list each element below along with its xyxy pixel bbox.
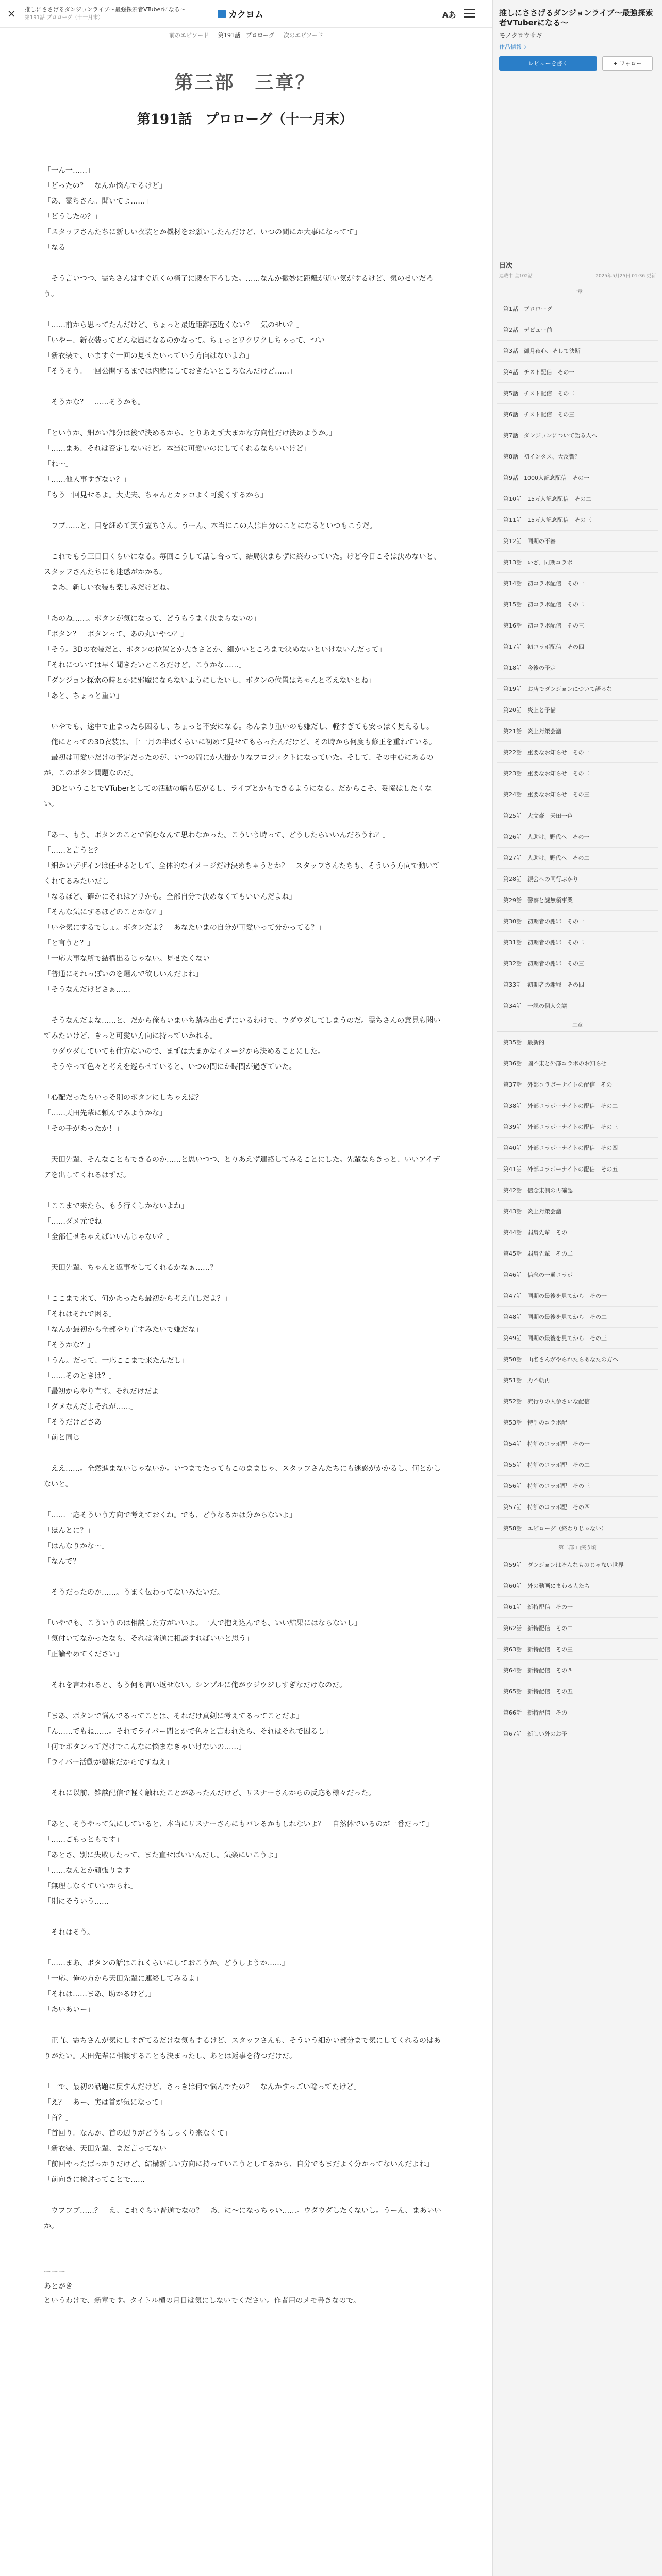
body-paragraph: 「……そのときは？」: [44, 1372, 116, 1380]
sidebar-actions: [499, 56, 656, 71]
body-paragraph: 「なる」: [44, 244, 73, 252]
toc-item[interactable]: 第39話 外部コラボーナイトの配信 その三: [497, 1116, 658, 1138]
body-paragraph: 「そうなんだけどさぁ……」: [44, 986, 138, 994]
body-paragraph: そう言いつつ、霊ちさんはすぐ近くの椅子に腰を下ろした。……なんか微妙に距離が近い気がするけど、気のせいだろう。: [44, 275, 434, 298]
toc-item[interactable]: 第61話 新特配信 その一: [497, 1597, 658, 1618]
body-paragraph: 「ここまで来て、何かあったら最初から考え直しだよ？」: [44, 1295, 231, 1303]
body-paragraph: [44, 1693, 446, 1708]
body-paragraph: ええ……。全然進まないじゃないか。いつまでたってもこのままじゃ、スタッフさんたちにも迷惑がかかるし、何とかしないと。: [44, 1465, 441, 1488]
toc-item[interactable]: 第56話 特訓のコラボ配 その三: [497, 1476, 658, 1497]
toc-item[interactable]: 第26話 人助け、野代へ その一: [497, 826, 658, 848]
episode-title: 第191話 プロローグ（十一月末）: [137, 112, 353, 127]
body-paragraph: 「……まあ、それは否定しないけど。本当に可愛いのにしてくれるならいいけど」: [44, 445, 311, 453]
body-paragraph: 「前向きに検討ってことで……」: [44, 2176, 152, 2184]
episode-content: [44, 46, 446, 2308]
body-paragraph: 「前回やったばっかりだけど、結構新しい方向に持っていこうとしてるから、自分でもまだよく分かってないんだよね」: [44, 2160, 434, 2168]
toc-item[interactable]: 第42話 信念東側の再確認: [497, 1180, 658, 1201]
body-paragraph: いやでも、途中で止まったら困るし、ちょっと不安になる。あんまり重いのも嫌だし、軽すぎても安っぽく見えるし。: [44, 723, 434, 731]
body-paragraph: [44, 410, 446, 426]
toc-item[interactable]: 第49話 同期の最後を見てから その三: [497, 1328, 658, 1349]
episode-subtitle: 第191話 プロローグ（十一月末）: [25, 15, 104, 21]
toc-updated: 2025年5月25日 01:36 更新: [595, 274, 656, 279]
toc-item[interactable]: 第36話 圖不東と外部コラボのお知らせ: [497, 1053, 658, 1074]
body-paragraph: 「ライバー活動が趣味だからですねえ」: [44, 1758, 174, 1767]
toc-item[interactable]: 第64話 新特配信 その四: [497, 1660, 658, 1681]
body-paragraph: 「何でボタンってだけでこんなに悩まなきゃいけないの……」: [44, 1743, 246, 1751]
work-title[interactable]: 推しにささげるダンジョンライブ〜最強探索者VTuberになる〜: [25, 6, 186, 13]
body-paragraph: [44, 1770, 446, 1786]
logo-text: カクヨム: [228, 10, 263, 20]
body-paragraph: [44, 997, 446, 1013]
body-paragraph: 「それは……まあ、助かるけど。」: [44, 1990, 156, 1998]
toc-item[interactable]: 第33話 初期者の謝罪 その四: [497, 974, 658, 995]
body-paragraph: これでもう三日目くらいになる。毎回こうして話し合って、結局決まらずに終わっていた。けど今日こそは決めないと、スタッフさんたちにも迷惑がかかる。: [44, 553, 441, 577]
body-paragraph: 「……と言うと？」: [44, 846, 109, 855]
afterword-text: というわけで、新章です。タイトル横の月日は気にしないでください。作者用のメモ書きなので。: [44, 2297, 361, 2305]
body-paragraph: 「そう。3Dの衣装だと、ボタンの位置とか大きさとか、細かいところまで決めないといけないんだって」: [44, 646, 386, 654]
toc-item[interactable]: 第59話 ダンジョンはそんなものじゃない世界: [497, 1554, 658, 1575]
toc-section-header[interactable]: 一章: [497, 283, 658, 298]
body-paragraph: 「ダンジョン探索の時とかに邪魔にならないようにしたいし、ボタンの位置はちゃんと考えないとね」: [44, 676, 376, 685]
toc-item[interactable]: 第19話 お店でダンジョンについて語るな: [497, 679, 658, 700]
toc-count: 連載中 全102話: [499, 274, 533, 279]
body-paragraph: 俺にとっての3D衣装は、十一月の半ばくらいに初めて見せてもらったんだけど、その時から何度も修正を重ねている。: [44, 738, 437, 747]
toc-item[interactable]: 第4話 チスト配信 その一: [497, 362, 658, 383]
toc-item[interactable]: 第2話 デビュー前: [497, 319, 658, 341]
afterword-separator: ーーー: [44, 2268, 65, 2276]
toc-item[interactable]: 第7話 ダンジョンについて語る人へ: [497, 425, 658, 446]
toc-item[interactable]: 第48話 同期の最後を見てから その二: [497, 1307, 658, 1328]
body-paragraph: 「そうそう。一回公開するまでは内緒にしておきたいところなんだけど……」: [44, 367, 296, 376]
body-paragraph: そうやって色々と考えを巡らせていると、いつの間にか時間が過ぎていた。: [44, 1063, 296, 1071]
write-review-button[interactable]: レビューを書く: [499, 56, 597, 71]
body-paragraph: [44, 1276, 446, 1291]
author-name[interactable]: モノクロウサギ: [499, 32, 542, 39]
toc-item[interactable]: 第32話 初期者の謝罪 その三: [497, 953, 658, 974]
body-paragraph: 「あと、そうやって気にしていると、本当にリスナーさんにもバレるかもしれないよ？ 自然体でいるのが一番だって」: [44, 1820, 434, 1828]
body-paragraph: [44, 1075, 446, 1090]
body-paragraph: 「……前から思ってたんだけど、ちょっと最近距離感近くない？ 気のせい？」: [44, 321, 304, 329]
body-paragraph: 「なんか最初から全部やり直すみたいで嫌だな」: [44, 1326, 203, 1334]
site-logo[interactable]: [218, 7, 263, 20]
body-paragraph: [44, 1245, 446, 1260]
toc-item[interactable]: 第17話 初コラボ配信 その四: [497, 636, 658, 657]
body-paragraph: 「最初からやり直す。それだけだよ」: [44, 1387, 166, 1396]
body-paragraph: 「え？ あー、実は首が気になって」: [44, 2098, 167, 2107]
body-paragraph: [44, 1801, 446, 1817]
body-paragraph: 「そうだけどさあ」: [44, 1418, 109, 1427]
body-paragraph: ウプフプ……？ え、これぐらい普通でなの？ あ、に～になっちゃい……。ウダウダしたくないし。うーん、まあいいか。: [44, 2207, 441, 2230]
toc-title: 目次: [499, 262, 513, 270]
body-paragraph: 「スタッフさんたちに新しい衣装とか機材をお願いしたんだけど、いつの間にか大事になってて」: [44, 228, 361, 236]
toc-item[interactable]: 第62話 新特配信 その二: [497, 1618, 658, 1639]
body-paragraph: 「その手があったか！」: [44, 1125, 123, 1133]
toc-item[interactable]: 第37話 外部コラボーナイトの配信 その一: [497, 1074, 658, 1095]
toc-item[interactable]: 第16話 初コラボ配信 その三: [497, 615, 658, 636]
table-of-contents: [493, 260, 662, 1744]
body-paragraph: [44, 1446, 446, 1461]
body-paragraph: [44, 1662, 446, 1677]
body-paragraph: そうかな？ ……そうかも。: [44, 398, 145, 406]
body-paragraph: 「一応大事な所で結構出るじゃない。見せたくない」: [44, 955, 217, 963]
body-paragraph: 「そんな気にするほどのことかな？」: [44, 908, 167, 917]
toc-item[interactable]: 第47話 同期の最後を見てから その一: [497, 1285, 658, 1307]
body-paragraph: 「新衣装で、いますぐ一回の見せたいっていう方向はないよね」: [44, 352, 253, 360]
body-paragraph: 「細かいデザインは任せるとして、全体的なイメージだけ決めちゃうとか？ スタッフさんたちも、そういう方向で動いてくれてるみたいだし」: [44, 862, 440, 886]
body-paragraph: 「あー、もう。ボタンのことで悩むなんて思わなかった。こういう時って、どうしたらいいんだろうね？」: [44, 831, 390, 839]
menu-icon[interactable]: [464, 9, 475, 19]
body-paragraph: 「もう一回見せるよ。大丈夫、ちゃんとカッコよく可愛くするから」: [44, 491, 268, 499]
toc-item[interactable]: 第15話 初コラボ配信 その二: [497, 594, 658, 615]
body-paragraph: 「ボタン？ ボタンって、あの丸いやつ？」: [44, 630, 188, 638]
body-paragraph: 「ほんとに？」: [44, 1527, 94, 1535]
toc-item[interactable]: 第53話 特訓のコラボ配: [497, 1412, 658, 1433]
body-paragraph: 「うん。だって、一応ここまで来たんだし」: [44, 1357, 189, 1365]
body-paragraph: そうなんだよな……と、だから俺もいまいち踏み出せずにいるわけで、ウダウダしてしまうのだ。霊ちさんの意見も聞いてみたいけど、きっと可愛い方向に持っていかれる。: [44, 1016, 441, 1040]
toc-item[interactable]: 第9話 1000人記念配信 その一: [497, 467, 658, 488]
body-paragraph: 「一で、最初の話題に戻すんだけど、さっきは何で悩んでたの？ なんかすっごい唸ってたけど」: [44, 2083, 361, 2091]
toc-item[interactable]: 第28話 親会への同行ぶかり: [497, 869, 658, 890]
body-paragraph: 「心配だったらいっそ別のボタンにしちゃえば？」: [44, 1094, 210, 1102]
toc-item[interactable]: 第24話 重要なお知らせ その三: [497, 784, 658, 805]
body-paragraph: 「あいあいー」: [44, 2006, 94, 2014]
body-paragraph: [44, 1940, 446, 1956]
body-paragraph: 「新衣装、天田先輩、まだ言ってない」: [44, 2145, 174, 2153]
body-paragraph: 「それについては早く聞きたいところだけど、こうかな……」: [44, 661, 246, 669]
body-paragraph: [44, 379, 446, 395]
toc-item[interactable]: 第51話 力不軌再: [497, 1370, 658, 1391]
toc-item[interactable]: 第10話 15万人記念配信 その二: [497, 488, 658, 510]
toc-item[interactable]: 第21話 炎上対策会議: [497, 721, 658, 742]
toc-item[interactable]: 第52話 流行りの人参さいな配信: [497, 1391, 658, 1412]
body-paragraph: 「それはそれで困る」: [44, 1310, 116, 1318]
toc-item[interactable]: 第58話 エピローグ（終わりじゃない）: [497, 1518, 658, 1539]
toc-item[interactable]: 第55話 特訓のコラボ配 その二: [497, 1454, 658, 1476]
body-paragraph: 「無理しなくていいからね」: [44, 1882, 138, 1890]
toc-item[interactable]: 第1話 プロローグ: [497, 298, 658, 319]
body-paragraph: [44, 1600, 446, 1616]
toc-item[interactable]: 第31話 初期者の謝罪 その二: [497, 932, 658, 953]
body-paragraph: 「正論やめてください」: [44, 1650, 123, 1658]
toc-meta: [497, 270, 658, 283]
body-paragraph: 「普通にそれっぽいのを選んで欲しいんだよね」: [44, 970, 203, 978]
body-paragraph: 「と言うと？」: [44, 939, 94, 947]
body-paragraph: 「……ダメ元でね」: [44, 1217, 109, 1226]
toc-item[interactable]: 第12話 同期の不審: [497, 531, 658, 552]
body-paragraph: 「全部任せちゃえばいいんじゃない？」: [44, 1233, 174, 1241]
toc-item[interactable]: 第11話 15万人記念配信 その三: [497, 510, 658, 531]
body-paragraph: 天田先輩、そんなこともできるのか……と思いつつ、とりあえず連絡してみることにした。先輩ならきっと、いいアイデアを出してくれるはずだ。: [44, 1156, 440, 1179]
toc-item[interactable]: 第14話 初コラボ配信 その一: [497, 573, 658, 594]
body-paragraph: 最初は可愛いだけの予定だったのが、いつの間にか大掛かりなプロジェクトになっていた。そして、その中心にあるのが、このボタン問題なのだ。: [44, 754, 434, 777]
toc-item[interactable]: 第65話 新特配信 その五: [497, 1681, 658, 1702]
toc-section-header[interactable]: 二章: [497, 1016, 658, 1032]
body-paragraph: まあ、新しい衣装も楽しみだけどね。: [44, 584, 174, 592]
follow-button[interactable]: + フォロー: [602, 56, 653, 71]
body-paragraph: 「いやー、新衣装ってどんな風になるのかなって。ちょっとワクワクしちゃって、つい」: [44, 336, 332, 345]
body-paragraph: 「ダメなんだよそれが……」: [44, 1403, 138, 1411]
sidebar-work-title[interactable]: 推しにささげるダンジョンライブ〜最強探索者VTuberになる〜: [499, 8, 653, 27]
toc-item[interactable]: 第27話 人助け、野代へ その二: [497, 848, 658, 869]
body-paragraph: [44, 2018, 446, 2033]
toc-item[interactable]: 第43話 炎上対策会議: [497, 1201, 658, 1222]
body-paragraph: 「どったの？ なんか悩んでるけど」: [44, 182, 167, 190]
episode-body: [44, 163, 446, 2249]
part-title: 第三部 三章？: [174, 72, 316, 93]
toc-item[interactable]: 第30話 初期者の謝罪 その一: [497, 911, 658, 932]
body-paragraph: 「あと、ちょっと重い」: [44, 692, 123, 700]
chapter-nav: [0, 28, 492, 42]
toc-item[interactable]: 第66話 新特配信 その: [497, 1702, 658, 1723]
body-paragraph: それを言われると、もう何も言い返せない。シンプルに俺がウジウジしすぎなだけなのだ。: [44, 1681, 347, 1689]
body-paragraph: 「……まあ、ボタンの話はこれくらいにしておこうか。どうしようか……」: [44, 1959, 289, 1968]
body-paragraph: そうだったのか……。うまく伝わってないみたいだ。: [44, 1588, 224, 1597]
toc-item[interactable]: 第63話 新特配信 その三: [497, 1639, 658, 1660]
body-paragraph: [44, 812, 446, 827]
body-paragraph: [44, 2234, 446, 2249]
body-paragraph: 「あのね……。ボタンが気になって、どうもうまく決まらないの」: [44, 615, 260, 623]
toc-item[interactable]: 第29話 警察と謎無領事業: [497, 890, 658, 911]
body-paragraph: 「そうかな？」: [44, 1341, 94, 1349]
body-paragraph: 「首？」: [44, 2114, 73, 2122]
body-paragraph: フブ……と、目を細めて笑う霊ちさん。うーん、本当にこの人は自分のことになるといつもこうだ。: [44, 522, 377, 530]
close-icon[interactable]: ✕: [7, 7, 16, 20]
toc-item[interactable]: 第40話 外部コラボーナイトの配信 その四: [497, 1138, 658, 1159]
body-paragraph: 「……一応そういう方向で考えておくね。でも、どうなるかは分からないよ」: [44, 1511, 296, 1519]
body-paragraph: [44, 1909, 446, 1925]
body-paragraph: 「気付いてなかったなら、それは普通に相談すればいいと思う」: [44, 1635, 253, 1643]
toc-item[interactable]: 第25話 大文豪 天田一色: [497, 805, 658, 826]
body-paragraph: 「あとさ、別に失敗したって、また直せばいいんだし。気楽にいこうよ」: [44, 1851, 282, 1859]
toc-item[interactable]: 第50話 山名さんがやられたらあなたの方へ: [497, 1349, 658, 1370]
current-episode-label: 第191話 プロローグ: [218, 31, 274, 39]
prev-episode-link[interactable]: 前のエピソード: [169, 31, 209, 39]
toc-item[interactable]: 第67話 新しい外のお予: [497, 1723, 658, 1744]
toc-item[interactable]: 第44話 弱肩先輩 その一: [497, 1222, 658, 1243]
toc-item[interactable]: 第46話 信念の一通コラボ: [497, 1264, 658, 1285]
body-paragraph: それはそう。: [44, 1928, 94, 1937]
body-paragraph: [44, 302, 446, 317]
body-paragraph: [44, 1569, 446, 1585]
sidebar: [492, 0, 662, 2576]
body-paragraph: 「一応、俺の方から天田先輩に連絡してみるよ」: [44, 1975, 203, 1983]
body-paragraph: 「別にそういう……」: [44, 1897, 116, 1906]
toc-item[interactable]: 第38話 外部コラボーナイトの配信 その二: [497, 1095, 658, 1116]
body-paragraph: [44, 704, 446, 719]
body-paragraph: 「前と同じ」: [44, 1434, 87, 1442]
body-paragraph: 「まあ、ボタンで悩んでるってことは、それだけ真剣に考えてるってことだよ」: [44, 1712, 304, 1720]
work-info-link[interactable]: 作品情報 〉: [499, 44, 529, 50]
toc-item[interactable]: 第6話 チスト配信 その三: [497, 404, 658, 425]
body-paragraph: [44, 256, 446, 271]
body-paragraph: [44, 2064, 446, 2079]
body-paragraph: [44, 1492, 446, 1507]
body-paragraph: 「どうしたの？」: [44, 213, 102, 221]
body-paragraph: 「……他人事すぎない？」: [44, 476, 130, 484]
body-paragraph: 「ん……でもね……。それでライバー間とかで色々と言われたら、それはそれで困るし」: [44, 1727, 333, 1736]
body-paragraph: 天田先輩、ちゃんと返事をしてくれるかなぁ……？: [44, 1264, 217, 1272]
toc-item[interactable]: 第35話 最新的: [497, 1032, 658, 1053]
toc-item[interactable]: 第23話 重要なお知らせ その二: [497, 763, 658, 784]
toc-item[interactable]: 第45話 弱肩先輩 その二: [497, 1243, 658, 1264]
body-paragraph: 「……天田先輩に頼んでみようかな」: [44, 1109, 167, 1117]
body-paragraph: [44, 596, 446, 611]
body-paragraph: 「……ごもっともです」: [44, 1836, 123, 1844]
toc-item[interactable]: 第41話 外部コラボーナイトの配信 その五: [497, 1159, 658, 1180]
body-paragraph: それに以前、雑談配信で軽く触れたことがあったんだけど、リスナーさんからの反応も様々だった。: [44, 1789, 376, 1798]
toc-list: [497, 283, 658, 1744]
afterword: [44, 2265, 446, 2308]
toc-item[interactable]: 第3話 御月夜心、そして決断: [497, 341, 658, 362]
body-paragraph: 「あ、霊ちさん。聞いてよ……」: [44, 197, 153, 206]
body-paragraph: 「なんで？」: [44, 1557, 87, 1566]
body-paragraph: 「一ん一……」: [44, 166, 94, 175]
toc-item[interactable]: 第20話 炎上と予備: [497, 700, 658, 721]
body-paragraph: [44, 1137, 446, 1152]
body-paragraph: 正直、霊ちさんが気にしすぎてるだけな気もするけど、スタッフさんも、そういう細かい部分まで気にしてくれるのはありがたい。天田先輩に相談することも決まったし、あとは返事を待つだけだ。: [44, 2037, 441, 2060]
body-paragraph: [44, 534, 446, 549]
toc-item[interactable]: 第60話 外の動画にまわる人たち: [497, 1575, 658, 1597]
body-paragraph: 3DということでVTuberとしての活動の幅も広がるし、ライブとかもできるようになる。だからこそ、妥協はしたくない。: [44, 785, 432, 808]
afterword-title: あとがき: [44, 2282, 73, 2291]
body-paragraph: 「首回り。なんか、首の辺りがどうもしっくり来なくて」: [44, 2129, 231, 2138]
body-paragraph: 「ね～」: [44, 460, 73, 468]
sidebar-header: [493, 0, 662, 75]
work-title-block[interactable]: [25, 6, 210, 21]
body-paragraph: 「いや気にするでしょ。ボタンだよ？ あなたいまの自分が可愛いって分かってる？」: [44, 924, 325, 932]
toc-section-header[interactable]: 第二部 山笑う頃: [497, 1539, 658, 1554]
toc-item[interactable]: 第54話 特訓のコラボ配 その一: [497, 1433, 658, 1454]
body-paragraph: 「ここまで来たら、もう行くしかないよね」: [44, 1202, 188, 1210]
body-paragraph: 「というか、細かい部分は後で決めるから、とりあえず大まかな方向性だけ決めようか。」: [44, 429, 336, 437]
body-paragraph: [44, 1183, 446, 1198]
body-paragraph: 「……なんとか頑張ります」: [44, 1867, 138, 1875]
toc-item[interactable]: 第5話 チスト配信 その二: [497, 383, 658, 404]
next-episode-link[interactable]: 次のエピソード: [284, 31, 323, 39]
body-paragraph: 「はんなりかな～」: [44, 1542, 109, 1550]
logo-mark-icon: [218, 10, 226, 18]
text-size-button[interactable]: Aあ: [442, 10, 456, 20]
toc-item[interactable]: 第18話 今後の予定: [497, 657, 658, 679]
body-paragraph: 「なるほど、確かにそれはアリかも。全部自分で決めなくてもいいんだよね」: [44, 893, 296, 901]
body-paragraph: [44, 2188, 446, 2203]
top-header: [0, 0, 492, 28]
body-paragraph: 「いやでも、こういうのは相談した方がいいよ。一人で抱え込んでも、いい結果にはならないし」: [44, 1619, 361, 1628]
toc-item[interactable]: 第8話 初インタス、大反響？: [497, 446, 658, 467]
toc-item[interactable]: 第34話 一課の個人会議: [497, 995, 658, 1016]
body-paragraph: ウダウダしていても仕方ないので、まずは大まかなイメージから決めることにした。: [44, 1047, 325, 1056]
body-paragraph: [44, 503, 446, 518]
toc-item[interactable]: 第13話 いざ、同期コラボ: [497, 552, 658, 573]
toc-item[interactable]: 第57話 特訓のコラボ配 その四: [497, 1497, 658, 1518]
toc-item[interactable]: 第22話 重要なお知らせ その一: [497, 742, 658, 763]
